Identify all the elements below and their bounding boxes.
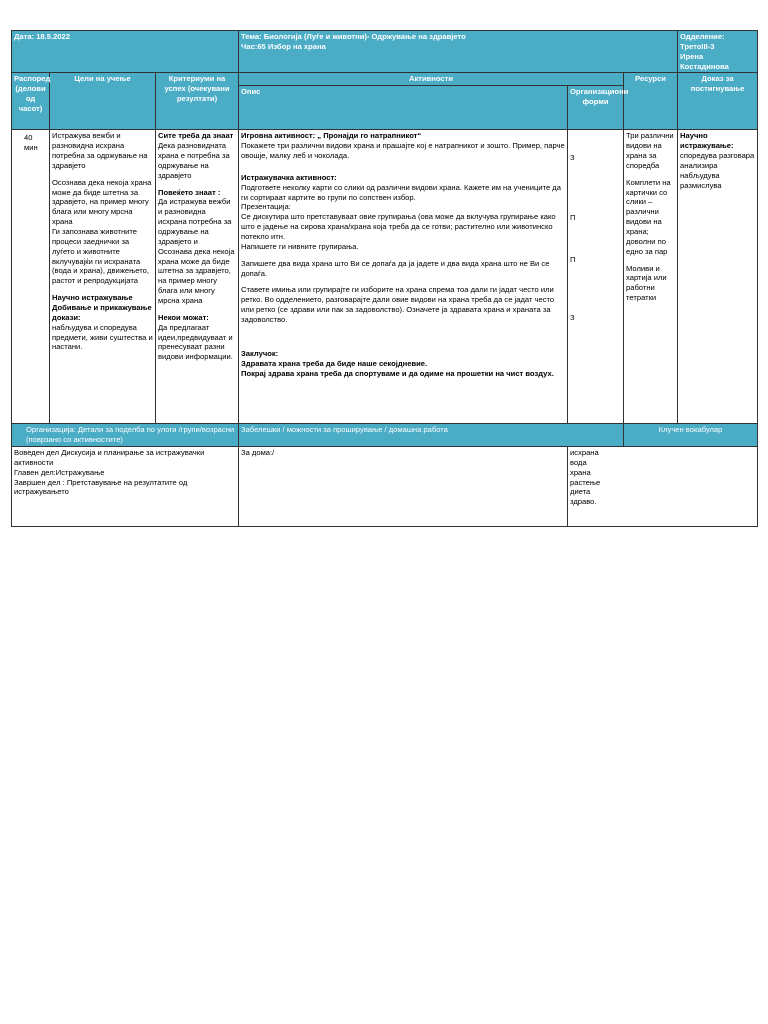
col-organization-forms	[568, 86, 629, 130]
column-header-row	[12, 73, 758, 86]
class-name: ТретоIII-3	[680, 41, 715, 51]
class-cell	[678, 31, 758, 73]
col-schedule-label: Распоред (делови од часот)	[14, 74, 51, 114]
org-label: Организација	[26, 425, 74, 435]
col-schedule	[12, 73, 50, 130]
col-activities	[239, 73, 624, 86]
criteria-all-heading: Сите треба да знаат	[158, 131, 234, 141]
time-cell	[12, 130, 50, 424]
org-label-detail: : Детали за поделба по улоги /групи/возрасни (поврзано со активностите)	[26, 425, 235, 445]
lesson-plan-table	[11, 30, 758, 527]
desc-group: Ставете имиња или групирајте ги изборите на храна спрема тоа дали ги јадат често или ретко. Во одделението, разговарајте дали овие видови на храна треба да се јадат често или ретко (се здрави или пак за задоволство). Означете ја здравата храна и храната за задоволство.	[241, 285, 555, 325]
desc-research-heading: Истражувачка активност:	[241, 172, 337, 182]
class-label: Одделение:	[680, 32, 725, 41]
forms-cell	[568, 130, 624, 424]
desc-research: Подгответе неколку карти со слики од различни видови храна. Кажете им на учениците да ги сортираат картите во групи по сопствен избор. Презентација: Се дискутира што претставуваат овие групирања (ова може да вклучува групирање како што е јадење на сирова храна/храна која треба да се готви; растително или животинско потекло итн. Напишете ги нивните групирања.	[241, 182, 561, 251]
notes-label: Забелешки / можности за проширување / домашна работа	[241, 425, 448, 435]
goal-3-heading: Научно истражување Добивање и прикажување докази:	[52, 293, 152, 322]
footer-header-row	[12, 424, 758, 447]
goal-1: Истражува вежби и разновидна исхрана потребна за одржување на здравјето	[52, 131, 148, 170]
vocab-cell	[568, 447, 758, 527]
evidence-cell	[678, 130, 758, 424]
criteria-most: Да истражува вежби и разновидна исхрана потребна за одржување на здравјето и Осознава дека некоја храна може да биде штетна за здравјето, на пример многу блага или многу мрсна храна	[158, 197, 235, 306]
form-4: З	[570, 312, 575, 322]
col-resources-label: Ресурси	[635, 74, 666, 84]
col-activities-label: Активности	[408, 74, 454, 84]
goal-2: Осознава дека некоја храна може да биде штетна за здравјето, на пример многу блага или многу мрсна храна Ги запознава животните процеси заеднички за луѓето и животните вклучувајќи ги исхраната (вода и храна), движењето, растот и репродукцијата	[52, 177, 152, 286]
resource-3: Моливи и хартија или работни тетратки	[626, 263, 667, 303]
topic-text: Тема: Биологија (Луѓе и животни)- Одржување на здравјето	[241, 32, 466, 41]
col-evidence	[678, 73, 758, 130]
criteria-cell	[156, 130, 239, 424]
resource-1: Три различни видови на храна за споредба	[626, 131, 674, 170]
lesson-text: Час:65 Избор на храна	[241, 41, 326, 51]
criteria-some-heading: Некои можат:	[158, 312, 209, 322]
col-criteria	[156, 73, 239, 130]
notes-header-cell	[239, 424, 624, 447]
criteria-all: Дека разновидната храна е потребна за одржување на здравјето	[158, 141, 230, 180]
col-evidence-label: Доказ за постигнување	[690, 74, 745, 94]
criteria-some: Да предлагаат идеи,предвидуваат и пренесуваат разни видови информации.	[158, 322, 233, 362]
goals-cell	[50, 130, 156, 424]
org-header-cell	[12, 424, 239, 447]
teacher-last-name: Костадинова	[680, 61, 729, 71]
vocab-list: исхрана вода храна растење диета здраво.	[570, 448, 601, 507]
goal-3: набљудува и споредува предмети, живи суштества и настани.	[52, 322, 153, 352]
lesson-row	[12, 130, 758, 424]
evidence-text: споредува разговара анализира набљудува размислува	[680, 151, 755, 190]
time-text: 40 мин	[24, 133, 38, 153]
footer-content-row	[12, 447, 758, 527]
date-text: Дата: 18.5.2022	[14, 32, 70, 41]
desc-write: Запишете два вида храна што Ви се допаѓа да ја јадете и два вида храна што не Ви се допаѓа.	[241, 258, 550, 278]
org-content-cell	[12, 447, 239, 527]
description-cell	[239, 130, 568, 424]
homework-text: За дома:/	[241, 448, 275, 458]
resource-2: Комплети на картички со слики – различни видови на храна; доволни по едно за пар	[626, 177, 671, 256]
vocab-header-cell	[624, 424, 758, 447]
form-2: П	[570, 213, 576, 223]
resources-cell	[624, 130, 678, 424]
homework-cell	[239, 447, 568, 527]
col-description-label: Опис	[241, 87, 261, 97]
col-resources	[624, 73, 678, 130]
desc-game-heading: Игровна активност: „ Пронајди го натрапникот“	[241, 131, 422, 141]
col-criteria-label: Критериуми на успех (очекувани резултати)	[164, 74, 230, 104]
teacher-first-name: Ирена	[680, 51, 704, 61]
form-1: З	[570, 153, 575, 163]
header-row	[12, 31, 758, 73]
vocab-label: Клучен вокабулар	[658, 425, 723, 435]
topic-cell	[239, 31, 678, 73]
col-organization-forms-label: Организациони форми	[570, 87, 629, 107]
col-goals-label: Цели на учење	[74, 74, 131, 84]
date-cell	[12, 31, 239, 73]
criteria-most-heading: Повеќето знаат :	[158, 187, 221, 197]
org-content: Воведен дел Дискусија и планирање за истражувачки активности Главен дел:Истражување Завршен дел : Претставување на резултатите од истражувањето	[14, 448, 205, 497]
col-goals	[50, 73, 156, 130]
evidence-heading: Научно истражување:	[680, 131, 734, 151]
form-3: П	[570, 255, 576, 265]
col-description	[239, 86, 568, 130]
desc-game: Покажете три различни видови храна и прашајте кој е натрапникот и зошто. Пример, парче овошје, малку леб и чоколада.	[241, 141, 565, 161]
desc-conclusion: Заклучок: Здравата храна треба да биде наше секојдневие. Покрај здрава храна треба да спортуваме и да одиме на прошетки на чист воздух.	[241, 348, 554, 378]
